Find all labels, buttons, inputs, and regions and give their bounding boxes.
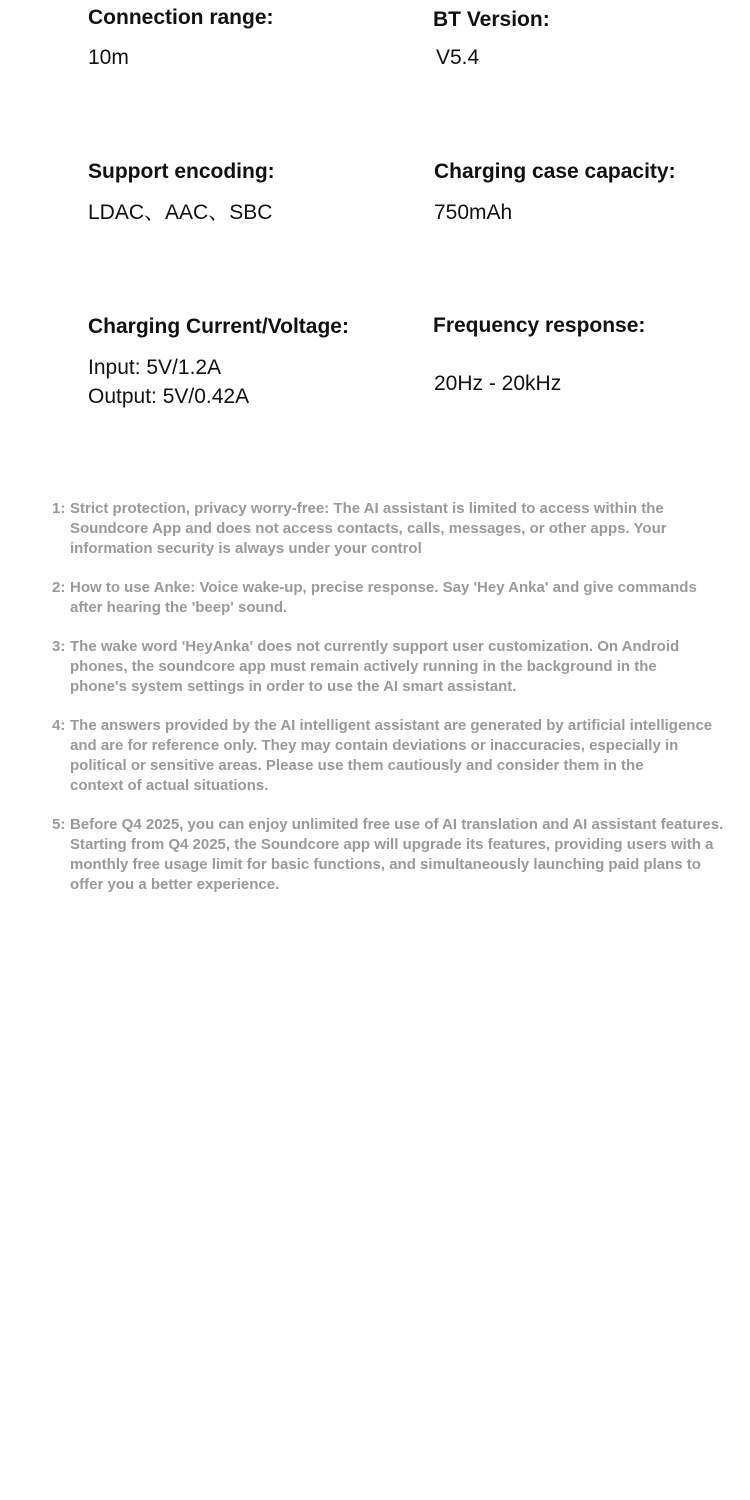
footnote-line: The wake word 'HeyAnka' does not currently support user customization. On Android (70, 638, 680, 655)
spec-connection-range (88, 5, 408, 72)
footnote-text (70, 716, 722, 796)
spec-value-input: Input: 5V/1.2A (88, 356, 222, 379)
footnote-text (70, 578, 722, 618)
footnote-line: offer you a better experience. (70, 876, 280, 893)
footnote-line: and are for reference only. They may contain deviations or inaccuracies, especially in (70, 737, 679, 754)
spec-label: Support encoding: (88, 160, 275, 183)
footnotes (52, 499, 722, 914)
footnote-text (70, 637, 722, 697)
spec-label: Charging Current/Voltage: (88, 315, 349, 338)
spec-value: LDAC、AAC、SBC (88, 201, 273, 224)
footnote-line: phones, the soundcore app must remain actively running in the background in the (70, 658, 657, 675)
footnote-line: phone's system settings in order to use the AI smart assistant. (70, 678, 517, 695)
footnote-number: 2: (52, 579, 66, 596)
footnote-line: information security is always under your control (70, 540, 422, 557)
footnote-line: context of actual situations. (70, 777, 269, 794)
spec-charging-case-capacity (434, 159, 750, 227)
footnote-number: 5: (52, 816, 66, 833)
footnote-5 (52, 815, 722, 895)
footnote-3 (52, 637, 722, 697)
footnote-1 (52, 499, 722, 559)
footnote-line: The answers provided by the AI intelligent assistant are generated by artificial intelligence (70, 717, 713, 734)
footnote-text (70, 815, 723, 895)
footnote-line: Strict protection, privacy worry-free: The AI assistant is limited to access within the (70, 500, 664, 517)
spec-charging-current-voltage (88, 314, 408, 411)
footnote-line: Soundcore App and does not access contacts, calls, messages, or other apps. Your (70, 520, 667, 537)
spec-value-output: Output: 5V/0.42A (88, 385, 250, 408)
spec-label: Connection range: (88, 6, 274, 29)
spec-value: V5.4 (436, 46, 480, 69)
spec-value: 10m (88, 46, 129, 69)
footnote-number: 1: (52, 500, 66, 517)
spec-value: 750mAh (434, 201, 513, 224)
footnote-4 (52, 716, 722, 796)
spec-label: Charging case capacity: (434, 160, 676, 183)
footnote-2 (52, 578, 722, 618)
footnote-line: How to use Anke: Voice wake-up, precise response. Say 'Hey Anka' and give commands (70, 579, 697, 596)
footnote-line: after hearing the 'beep' sound. (70, 599, 288, 616)
footnote-line: monthly free usage limit for basic functions, and simultaneously launching paid plans to (70, 856, 701, 873)
spec-support-encoding (88, 159, 408, 227)
footnote-line: political or sensitive areas. Please use them cautiously and consider them in the (70, 757, 644, 774)
footnote-text (70, 499, 722, 559)
footnote-number: 3: (52, 638, 66, 655)
spec-label: Frequency response: (433, 314, 646, 337)
spec-frequency-response (433, 313, 750, 398)
footnote-line: Starting from Q4 2025, the Soundcore app will upgrade its features, providing users with a (70, 836, 714, 853)
spec-label: BT Version: (433, 8, 550, 31)
footnote-line: Before Q4 2025, you can enjoy unlimited free use of AI translation and AI assistant features. (70, 816, 724, 833)
spec-value: 20Hz - 20kHz (434, 372, 562, 395)
spec-bt-version (433, 7, 750, 72)
footnote-number: 4: (52, 717, 66, 734)
